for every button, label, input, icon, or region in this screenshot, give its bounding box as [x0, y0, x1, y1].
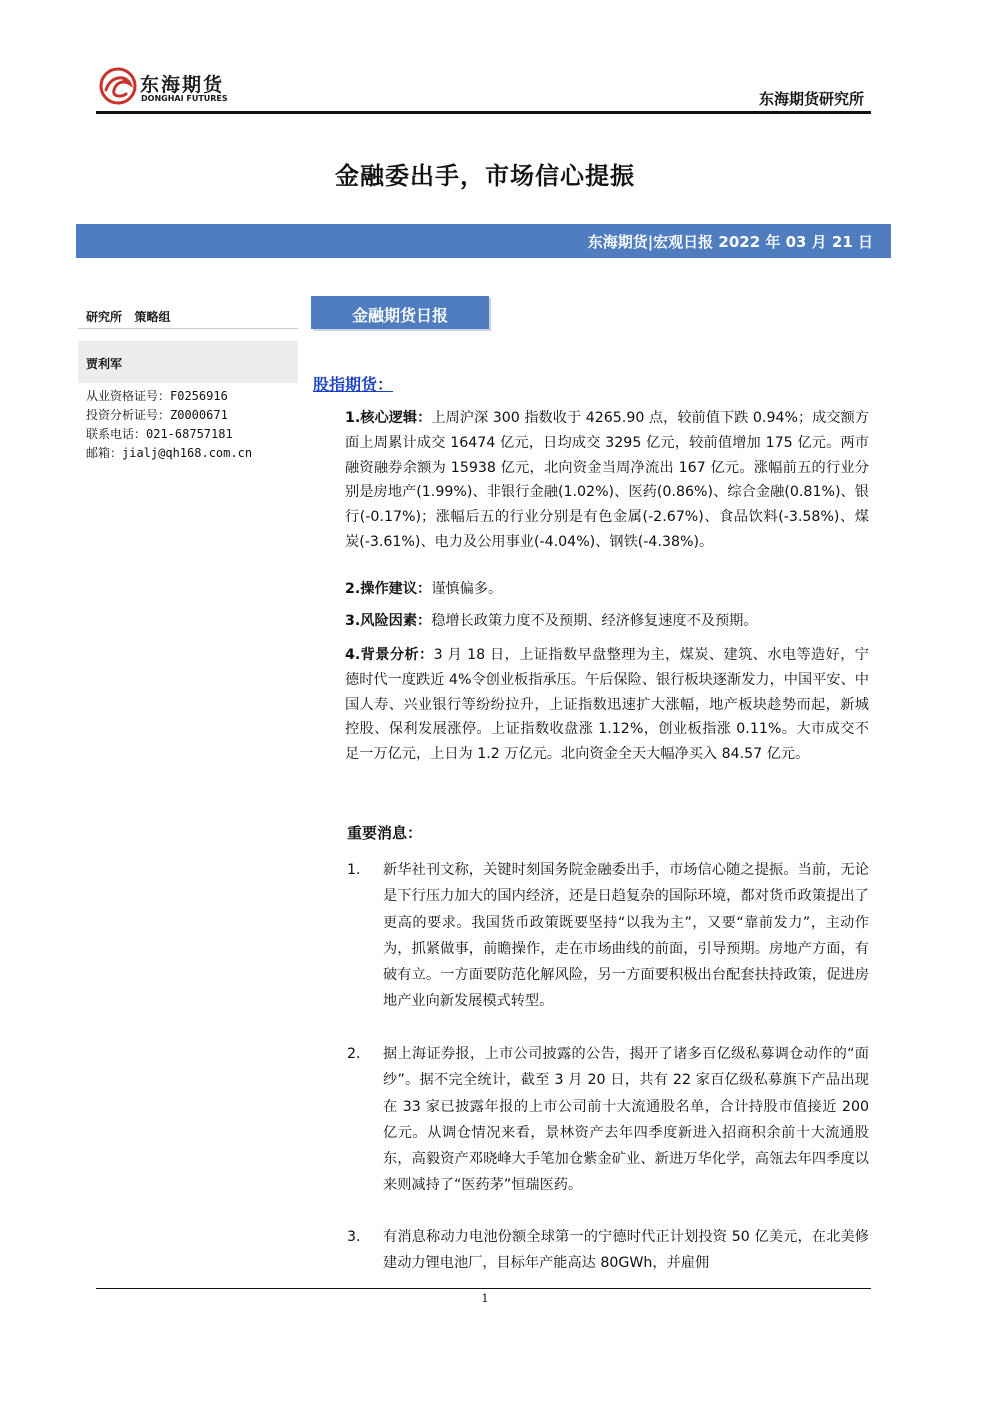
analyst-name: 贾利军: [86, 357, 123, 371]
risk-factors-paragraph: [345, 609, 869, 634]
sidebar-divider: [78, 328, 298, 329]
paragraph-text: 上周沪深 300 指数收于 4265.90 点，较前值下跌 0.94%；成交额方面上周累计成交 16474 亿元，日均成交 3295 亿元，较前值增加 175 亿元。两市融资融券余额为 15938 亿元，北向资金当周净流出 167 亿元。涨幅前五的行业分别是房地产(1.99%)、非银行金融(1.02%)、医药(0.86%)、综合金融(0.81%)、银行(-0.17%)；涨幅后五的行业分别是有色金属(-2.67%)、食品饮料(-3.58%)、煤炭(-3.61%)、电力及公用事业(-4.04%)、钢铁(-4.38%)。: [345, 410, 870, 550]
news-text: 据上海证券报，上市公司披露的公告，揭开了诸多百亿级私募调仓动作的“面纱”。据不完全统计，截至 3 月 20 日，共有 22 家百亿级私募旗下产品出现在 33 家已披露年报的上市公司前十大流通股名单，合计持股市值接近 200 亿元。从调仓情况来看，景林资产去年四季度新进入招商积余前十大流通股东，高毅资产邓晓峰大手笔加仓紫金矿业、新进万华化学，高瓴去年四季度以来则减持了“医药茅”恒瑞医药。: [383, 1046, 869, 1194]
footer-divider: [96, 1288, 871, 1289]
news-heading: 重要消息：: [347, 824, 423, 842]
org-name: 东海期货研究所: [758, 90, 864, 108]
paragraph-label: 3.风险因素：: [345, 613, 432, 629]
news-text: 新华社刊文称，关键时刻国务院金融委出手，市场信心随之提振。当前，无论是下行压力加大的国内经济，还是日趋复杂的国际环境，都对货币政策提出了更高的要求。我国货币政策既要坚持“以我为主”，又要“靠前发力”，主动作为，抓紧做事，前瞻操作，走在市场曲线的前面，引导预期。房地产方面，有破有立。一方面要防范化解风险，另一方面要积极出台配套扶持政策，促进房地产业向新发展模式转型。: [383, 862, 869, 1010]
paragraph-text: 谨慎偏多。: [431, 581, 503, 597]
news-text: 有消息称动力电池份额全球第一的宁德时代正计划投资 50 亿美元，在北美修建动力锂电池厂，目标年产能高达 80GWh，并雇佣: [383, 1229, 869, 1272]
analysis-license-number: 投资分析证号：Z0000671: [86, 408, 228, 422]
logo-chinese-text: 东海期货: [140, 74, 225, 96]
report-type-label: 金融期货日报: [351, 306, 448, 325]
banner-text: 东海期货|宏观日报 2022 年 03 月 21 日: [587, 233, 873, 251]
analyst-name-box: [78, 341, 298, 383]
header-divider: [96, 111, 871, 114]
operation-advice-paragraph: [345, 577, 869, 602]
paragraph-label: 4.背景分析：: [345, 647, 434, 663]
document-title: 金融委出手，市场信心提振: [335, 162, 635, 190]
dragon-logo-icon: [98, 66, 138, 106]
email-address: 邮箱：jialj@qh168.com.cn: [86, 446, 253, 460]
license-number: 从业资格证号：F0256916: [86, 389, 228, 403]
phone-number: 联系电话：021-68757181: [86, 427, 233, 441]
report-banner: [76, 224, 891, 258]
news-number: 1.: [347, 862, 361, 878]
news-number: 3.: [347, 1229, 361, 1245]
paragraph-label: 1.核心逻辑：: [345, 410, 432, 426]
paragraph-text: 3 月 18 日，上证指数早盘整理为主，煤炭、建筑、水电等造好，宁德时代一度跌近 4%令创业板指承压。午后保险、银行板块逐渐发力，中国平安、中国人寿、兴业银行等纷纷拉升，上证指数迅速扩大涨幅，地产板块趁势而起，新城控股、保利发展涨停。上证指数收盘涨 1.12%，创业板指涨 0.11%。大市成交不足一万亿元，上日为 1.2 万亿元。北向资金全天大幅净买入 84.57 亿元。: [345, 647, 869, 763]
news-item: [347, 1224, 869, 1277]
company-logo: [98, 66, 233, 110]
background-analysis-paragraph: [345, 643, 869, 767]
paragraph-label: 2.操作建议：: [345, 581, 432, 597]
logo-english-text: DONGHAI FUTURES: [141, 94, 228, 103]
page-number: 1: [481, 1292, 489, 1305]
report-type-tag: [311, 296, 489, 329]
core-logic-paragraph: [345, 406, 869, 555]
news-number: 2.: [347, 1046, 361, 1062]
sidebar-department: 研究所 策略组: [86, 310, 171, 324]
section-heading-link[interactable]: 股指期货：: [313, 375, 394, 394]
analyst-contact: [86, 387, 252, 463]
news-item: [347, 857, 869, 1015]
paragraph-text: 稳增长政策力度不及预期、经济修复速度不及预期。: [431, 613, 758, 629]
news-item: [347, 1041, 869, 1199]
